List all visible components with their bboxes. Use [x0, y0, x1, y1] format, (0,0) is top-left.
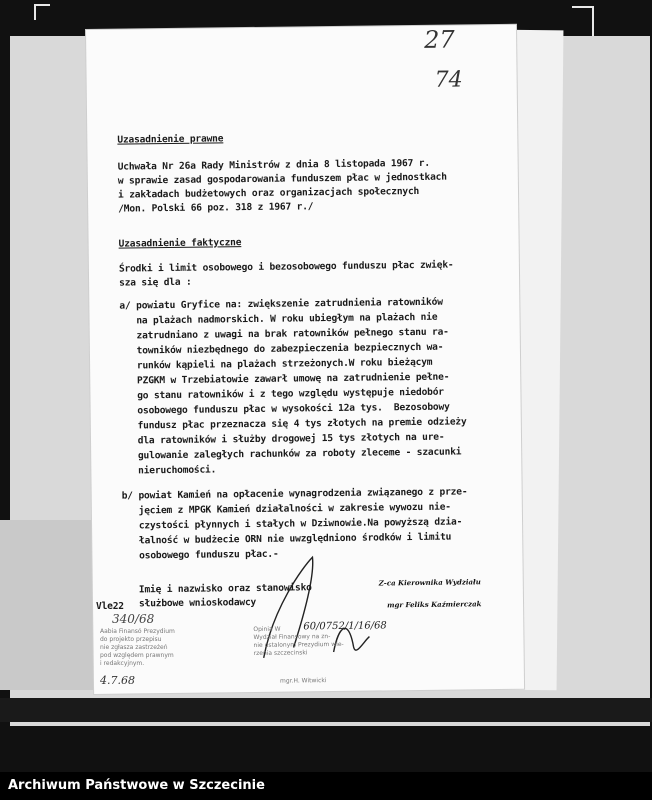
stamp-left-date: 4.7.68	[100, 674, 135, 687]
frame-corner-top-left	[34, 4, 50, 20]
page-number-handwritten-second: 74	[434, 67, 463, 93]
item-b-line: czystości płynnych i stałych w Dziwnowie.Na powyższą dzia-	[121, 516, 463, 532]
applicant-label: służbowe wnioskodawcy	[138, 596, 257, 610]
applicant-label: Imię i nazwisko oraz stanowisko	[138, 582, 312, 596]
scan-bottom-edge	[0, 698, 652, 722]
item-a-line: nieruchomości.	[121, 464, 217, 477]
legal-line: /Mon. Polski 66 poz. 318 z 1967 r./	[118, 201, 314, 215]
left-margin-area	[0, 520, 96, 690]
item-a-line: PZGKM w Trzebiatowie zawarł umowę na zatrudnienie pełne-	[120, 371, 450, 387]
stamp-left-number: 340/68	[112, 612, 155, 626]
item-a-line: go stanu ratowników i z tego względu występuje niedobór	[120, 386, 444, 402]
legal-opinion-stamp-line: i redakcyjnym.	[100, 660, 145, 667]
item-a-line: towników niezbędnego do zabezpieczenia bezpiecznych wa-	[119, 341, 444, 357]
item-a-line: zatrudniano z uwagi na brak ratowników pełnego stanu ra-	[119, 326, 449, 342]
item-b-line: jęciem z MPGK Kamień działalności w zakresie wywozu nie-	[121, 501, 451, 517]
intro-line: Środki i limit osobowego i bezosobowego funduszu płac zwięk-	[118, 259, 454, 275]
opinion-stamp-name: mgr.H. Witwicki	[279, 677, 327, 685]
item-b-line: osobowego funduszu płac.-	[122, 548, 279, 562]
opinion-stamp-line: Wydział Finansowy na zn-	[253, 633, 331, 641]
legal-line: Uchwała Nr 26a Rady Ministrów z dnia 8 listopada 1967 r.	[117, 157, 430, 173]
item-b-line: b/ powiat Kamień na opłacenie wynagrodzenia związanego z prze-	[121, 486, 468, 502]
legal-opinion-stamp-line: Aabia Finansó Prezydium	[100, 628, 175, 635]
signature-stamp-title: Z-ca Kierownika Wydziału	[378, 577, 481, 588]
item-a-line: gulowanie zaległych rachunków za roboty zleceme - szacunki	[121, 446, 462, 462]
item-a-line: na plażach nadmorskich. W roku ubiegłym na plażach nie	[119, 311, 438, 327]
legal-line: i zakładach budżetowych oraz organizacjach społecznych	[117, 185, 420, 201]
archive-footer	[0, 772, 652, 800]
archive-label: Archiwum Państwowe w Szczecinie	[8, 778, 265, 793]
intro-line: sza się dla :	[119, 276, 192, 289]
legal-opinion-stamp-line: pod względem prawnym	[100, 652, 174, 659]
legal-line: w sprawie zasad gospodarowania funduszem płac w jednostkach	[117, 171, 447, 187]
opinion-stamp-line: nie ustalonym Prezydium wie-	[253, 640, 344, 649]
heading-legal-basis: Uzasadnienie prawne	[117, 133, 224, 146]
heading-factual-basis: Uzasadnienie faktyczne	[118, 237, 242, 250]
page-number-handwritten: 27	[423, 25, 455, 54]
item-a-line: dla ratowników i służby drogowej 15 tys złotych na ure-	[120, 431, 445, 447]
item-a-line: osobowego funduszu płac w wysokości 12a tys. Bezosobowy	[120, 401, 450, 417]
legal-opinion-stamp-line: nie zgłasza zastrzeżeń	[100, 644, 168, 651]
item-a-line: a/ powiatu Gryfice na: zwiększenie zatrudnienia ratowników	[119, 296, 443, 312]
document-sheet	[86, 25, 524, 694]
item-b-line: łalność w budżecie ORN nie uwzględniono środków i limitu	[122, 531, 452, 547]
frame-corner-top-right	[572, 6, 594, 36]
signature-stamp-name: mgr Feliks Kaźmierczak	[386, 599, 482, 610]
item-a-line: fundusz płac przeznacza się 4 tys złotych na premie odzieży	[120, 416, 467, 432]
opinion-stamp-line: Opinia W	[253, 625, 281, 634]
reference-code: Vle22	[96, 601, 124, 612]
opinion-stamp-code: 60/0752/1/16/68	[303, 620, 387, 633]
item-a-line: runków kąpieli na plażach strzeżonych.W roku bieżącym	[120, 356, 433, 372]
opinion-stamp-line: rzenia szczecinski	[253, 649, 308, 657]
legal-opinion-stamp-line: do projekto przepisu	[100, 636, 162, 643]
